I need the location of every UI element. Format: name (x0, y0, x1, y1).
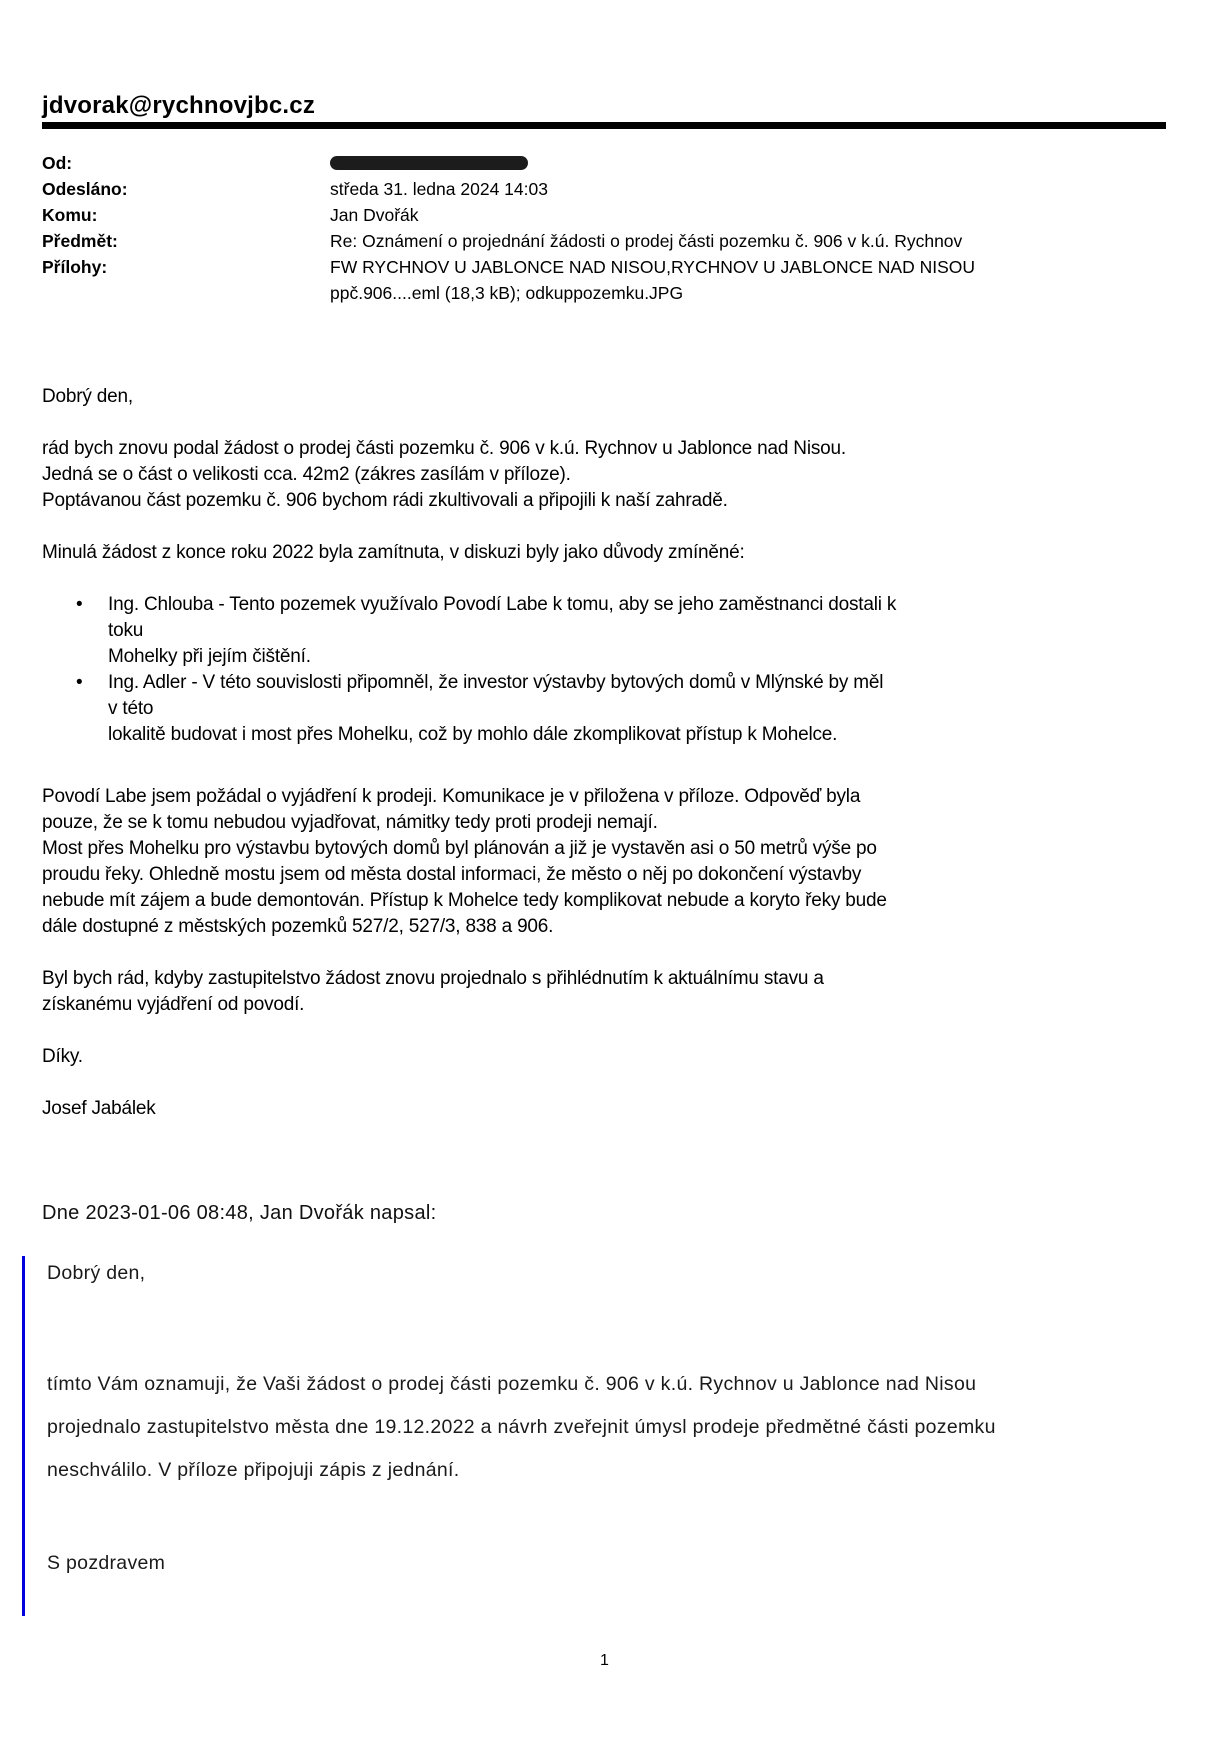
body-line: Minulá žádost z konce roku 2022 byla zamítnuta, v diskuzi byly jako důvody zmíněné: (42, 542, 745, 563)
to-label: Komu: (42, 205, 98, 225)
field-row-from (42, 150, 1166, 176)
from-label: Od: (42, 153, 73, 173)
greeting: Dobrý den, (42, 386, 133, 407)
body-line: toku (108, 620, 144, 641)
body-line: • Ing. Adler - V této souvislosti připomněl, že investor výstavby bytových domů v Mlýnské by měl (108, 672, 884, 693)
attachments-label: Přílohy: (42, 257, 108, 277)
sent-label: Odesláno: (42, 179, 128, 199)
field-row-attachments (42, 254, 1166, 306)
body-line: lokalitě budovat i most přes Mohelku, což by mohlo dále zkomplikovat přístup k Mohelce. (108, 724, 838, 745)
body-line: nebude mít zájem a bude demontován. Přístup k Mohelce tedy komplikovat nebude a koryto řeky bude (42, 890, 887, 911)
attachments-value (330, 254, 1166, 306)
body-line: Byl bych rád, kdyby zastupitelstvo žádost znovu projednalo s přihlédnutím k aktuálnímu stavu a (42, 968, 824, 989)
quoted-message (22, 1256, 1142, 1616)
message-body (42, 384, 1169, 1122)
thanks-line: Díky. (42, 1046, 83, 1067)
mail-header-fields (42, 150, 1166, 306)
body-line: Povodí Labe jsem požádal o vyjádření k prodeji. Komunikace je v přiložena v příloze. Odpověď byla (42, 786, 861, 807)
account-email-title: jdvorak@rychnovjbc.cz (42, 92, 316, 119)
body-line: Poptávanou část pozemku č. 906 bychom rádi zkultivovali a připojili k naší zahradě. (42, 490, 728, 511)
quote-attribution: Dne 2023-01-06 08:48, Jan Dvořák napsal: (42, 1202, 437, 1224)
from-value (330, 150, 1166, 176)
signature: Josef Jabálek (42, 1098, 156, 1119)
to-value: Jan Dvořák (330, 205, 419, 225)
body-line: dále dostupné z městských pozemků 527/2, 527/3, 838 a 906. (42, 916, 554, 937)
field-row-to (42, 202, 1166, 228)
quoted-closing: S pozdravem (47, 1552, 166, 1574)
field-row-sent (42, 176, 1166, 202)
body-line: získanému vyjádření od povodí. (42, 994, 305, 1015)
body-line: v této (108, 698, 154, 719)
body-line: Jedná se o část o velikosti cca. 42m2 (zákres zasílám v příloze). (42, 464, 571, 485)
bullet-item (42, 670, 1169, 748)
redacted-email-bar (330, 156, 528, 170)
bullet-item (42, 592, 1169, 670)
body-line: Mohelky při jejím čištění. (108, 646, 311, 667)
body-line: rád bych znovu podal žádost o prodej části pozemku č. 906 v k.ú. Rychnov u Jablonce nad Nisou. (42, 438, 846, 459)
body-line: Most přes Mohelku pro výstavbu bytových domů byl plánován a již je vystavěn asi o 50 metrů výše po (42, 838, 877, 859)
sent-value: středa 31. ledna 2024 14:03 (330, 179, 548, 199)
page-number: 1 (600, 1652, 609, 1669)
header-divider-rule (42, 122, 1166, 129)
body-line: • Ing. Chlouba - Tento pozemek využívalo Povodí Labe k tomu, aby se jeho zaměstnanci dostali k (108, 594, 897, 615)
subject-label: Předmět: (42, 231, 118, 251)
attachment-line: ppč.906....eml (18,3 kB); odkuppozemku.JPG (330, 283, 684, 303)
attachment-line: FW RYCHNOV U JABLONCE NAD NISOU,RYCHNOV U JABLONCE NAD NISOU (330, 257, 976, 277)
subject-value: Re: Oznámení o projednání žádosti o prodej části pozemku č. 906 v k.ú. Rychnov (330, 231, 963, 251)
body-line: proudu řeky. Ohledně mostu jsem od města dostal informaci, že město o něj po dokončení výstavby (42, 864, 862, 885)
field-row-subject (42, 228, 1166, 254)
body-line: pouze, že se k tomu nebudou vyjadřovat, námitky tedy proti prodeji nemají. (42, 812, 658, 833)
quoted-paragraph: tímto Vám oznamuji, že Vaši žádost o prodej části pozemku č. 906 v k.ú. Rychnov u Jablonce nad Nisou projednalo zastupitelstvo města dne 19.12.2022 a návrh zveřejnit úmysl prodeje předmětné části pozemku neschválilo. V příloze připojuji zápis z jednání. (47, 1373, 996, 1481)
quoted-greeting: Dobrý den, (47, 1262, 146, 1284)
